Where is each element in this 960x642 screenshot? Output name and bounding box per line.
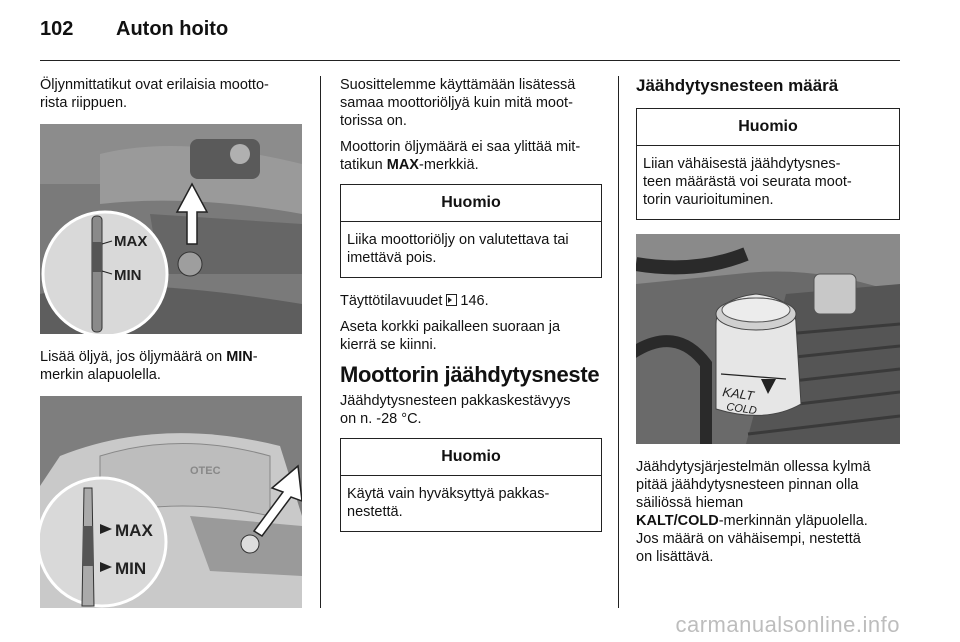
paragraph-recommend-oil: Suosittelemme käyttämään lisätessä samaa moottoriöljyä kuin mitä moot- torissa on. (340, 77, 576, 129)
page-number: 102 (40, 18, 74, 40)
paragraph-dipstick-intro: Öljynmittatikut ovat erilaisia mootto- rista riippuen. (40, 77, 269, 111)
page-ref-link[interactable]: 146. (460, 293, 489, 309)
notice-title: Huomio (341, 185, 601, 222)
subheading-coolant-level: Jäähdytysnesteen määrä (636, 76, 839, 95)
section-heading-coolant: Moottorin jäähdytysneste (340, 362, 600, 387)
dipstick-min-label-1: MIN (114, 267, 142, 284)
column-1 (40, 76, 302, 608)
paragraph-coolant-check: Jäähdytysjärjestelmän ollessa kylmä pitää jäähdytysnesteen pinnan olla säiliössä hieman KALT/COLD-merkinnän yläpuolella. Jos määrä on vähäisempi, nestettä on lisättävä. (636, 459, 871, 565)
page-ref-icon (446, 294, 457, 306)
column-divider-2 (618, 76, 619, 608)
dipstick-image-1 (40, 124, 302, 334)
page-title: Auton hoito (116, 18, 229, 40)
column-3 (636, 76, 900, 574)
column-2 (340, 76, 602, 546)
notice-box-oil (340, 184, 602, 278)
paragraph-add-oil: Lisää öljyä, jos öljymäärä on MIN- merkin alapuolella. (40, 349, 258, 383)
dipstick-min-label-2: MIN (115, 559, 147, 578)
notice-title: Huomio (341, 439, 601, 476)
dipstick-max-label-2: MAX (115, 521, 153, 540)
notice-body: Käytä vain hyväksyttyä pakkas- nestettä. (347, 486, 550, 520)
cold-mark: COLD (725, 401, 758, 418)
paragraph-frost-protection: Jäähdytysnesteen pakkaskestävyys on n. -28 °C. (340, 393, 571, 427)
column-divider-1 (320, 76, 321, 608)
kalt-mark: KALT (721, 384, 755, 404)
paragraph-max-level: Moottorin öljymäärä ei saa ylittää mit- tatikun MAX-merkkiä. (340, 139, 581, 173)
notice-body: Liika moottoriöljy on valutettava tai imettävä pois. (347, 232, 569, 266)
dipstick-image-2 (40, 396, 302, 608)
notice-body: Liian vähäisestä jäähdytysnes- teen määrästä voi seurata moot- torin vaurioituminen. (643, 156, 852, 208)
paragraph-cap: Aseta korkki paikalleen suoraan ja kierrä se kiinni. (340, 319, 561, 353)
paragraph-capacities-ref: Täyttötilavuudet 146. (340, 293, 489, 309)
page-header (40, 18, 228, 41)
notice-title: Huomio (637, 109, 899, 146)
engine-cover-text: OTEC (190, 465, 221, 477)
notice-box-antifreeze (340, 438, 602, 532)
header-rule (40, 60, 900, 61)
notice-box-coolant (636, 108, 900, 220)
watermark-text: carmanualsonline.info (675, 612, 900, 637)
dipstick-max-label-1: MAX (114, 233, 148, 250)
coolant-reservoir-image (636, 234, 900, 444)
